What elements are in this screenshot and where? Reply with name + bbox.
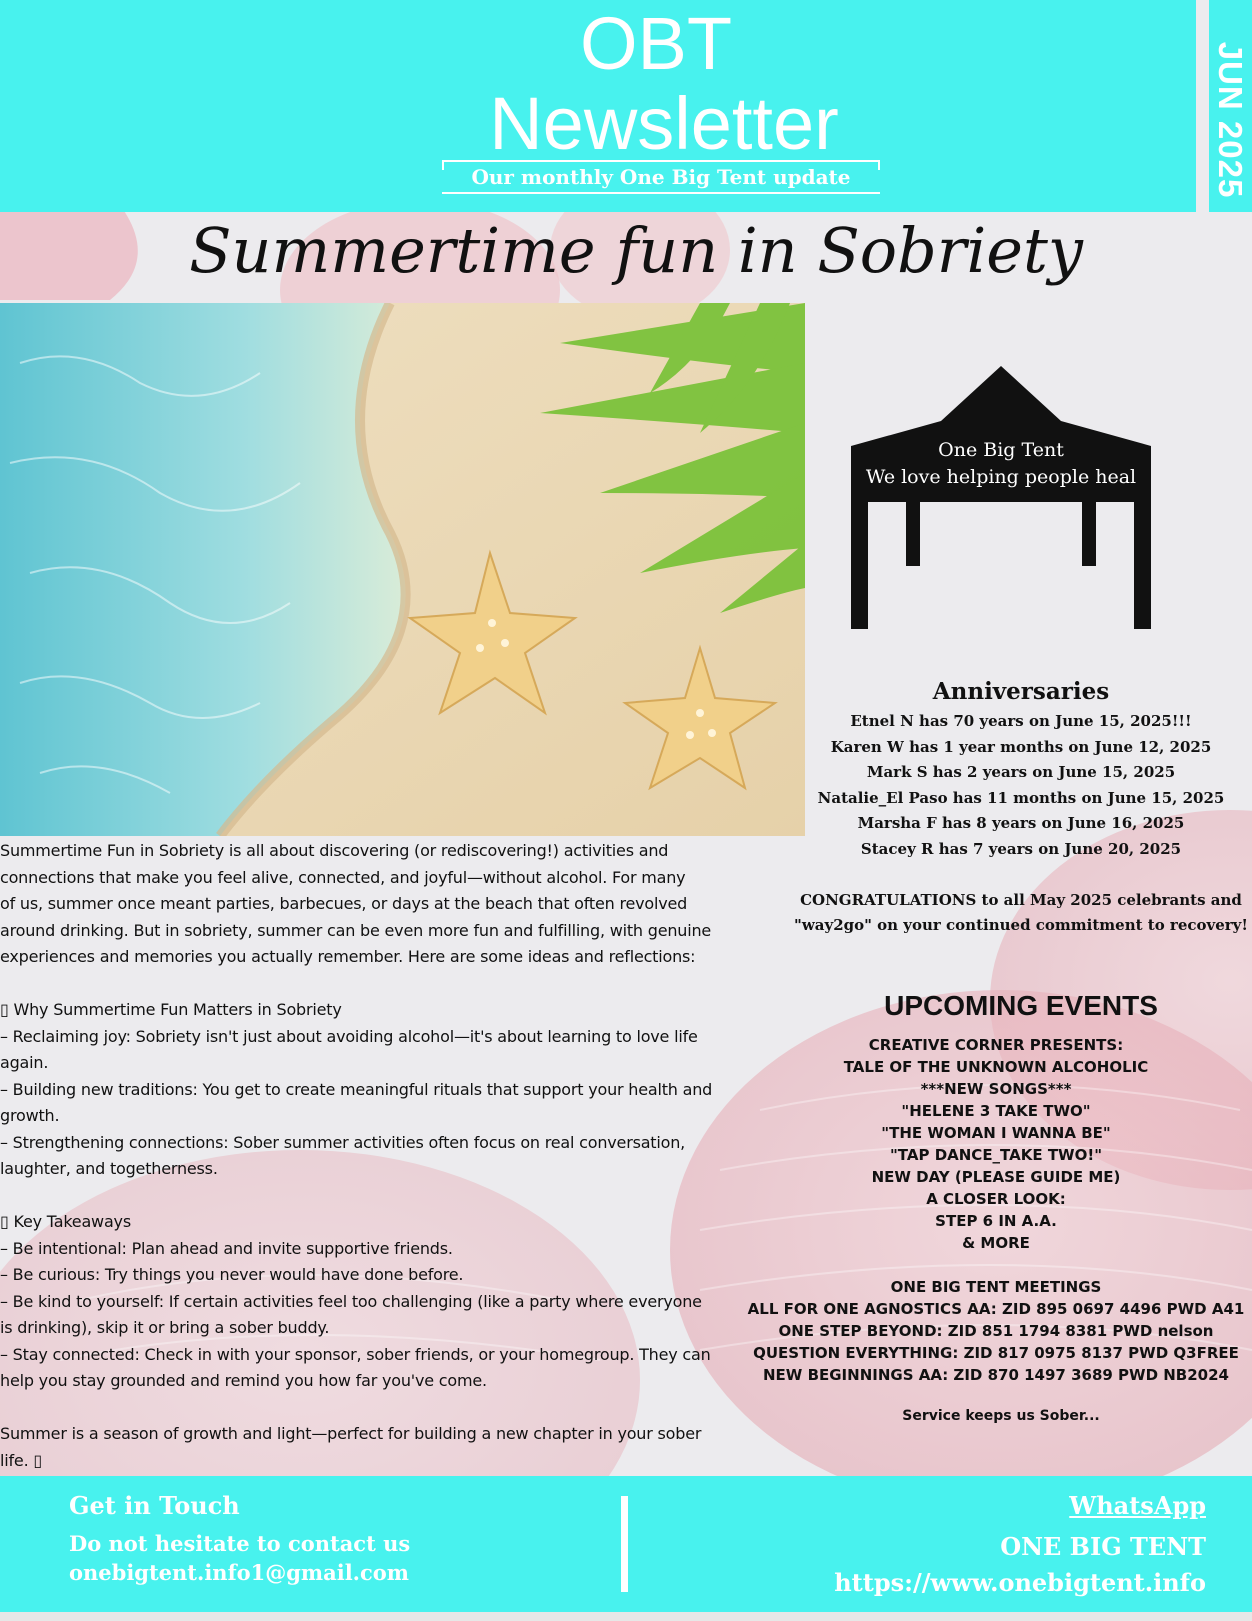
contact-title: Get in Touch: [69, 1491, 240, 1520]
upcoming-events-list: [740, 1034, 1252, 1386]
article-intro: [0, 838, 748, 971]
anniversaries-list: [790, 709, 1252, 862]
whatsapp-link[interactable]: WhatsApp: [1069, 1491, 1206, 1520]
header-banner: [0, 0, 1196, 212]
newsletter-title-line1: OBT: [579, 2, 733, 85]
footer-links: [834, 1491, 1206, 1601]
anniversary-item: Stacey R has 7 years on June 20, 2025: [860, 839, 1182, 858]
anniversary-item: Mark S has 2 years on June 15, 2025: [866, 763, 1176, 781]
article-line: help you stay grounded and remind you how far you've come.: [0, 1371, 487, 1390]
article-line: again.: [0, 1053, 49, 1072]
article-line: growth.: [0, 1106, 60, 1125]
article-line: Summertime Fun in Sobriety is all about discovering (or rediscovering!) activities and: [0, 841, 669, 860]
event-line: "HELENE 3 TAKE TWO": [901, 1102, 1091, 1120]
anniversary-item: Etnel N has 70 years on June 15, 2025!!!: [850, 712, 1192, 730]
newsletter-title-line2: Newsletter: [489, 82, 839, 165]
article-line: – Strengthening connections: Sober summer activities often focus on real conversation,: [0, 1132, 686, 1152]
anniversary-item: Natalie_El Paso has 11 months on June 15, 2025: [817, 788, 1225, 807]
tent-caption: [846, 437, 1156, 491]
tent-graphic: [846, 366, 1156, 631]
tent-caption-line1: One Big Tent: [938, 439, 1064, 461]
event-line: "THE WOMAN I WANNA BE": [881, 1124, 1111, 1142]
article-line: of us, summer once meant parties, barbecues, or days at the beach that often revolved: [0, 894, 688, 913]
event-line: CREATIVE CORNER PRESENTS:: [868, 1036, 1124, 1054]
tent-caption-line2: We love helping people heal: [865, 466, 1137, 488]
article-line: around drinking. But in sobriety, summer can be even more fun and fulfilling, with genuine: [0, 920, 712, 940]
article-line: – Stay connected: Check in with your sponsor, sober friends, or your homegroup. They can: [0, 1344, 711, 1364]
congrats-line2: "way2go" on your continued commitment to recovery!: [794, 916, 1248, 934]
article-line: laughter, and togetherness.: [0, 1159, 218, 1178]
issue-date: JUN 2025: [1212, 41, 1249, 199]
meetings-title: ONE BIG TENT MEETINGS: [890, 1278, 1102, 1296]
newsletter-tagline: Our monthly One Big Tent update: [442, 160, 880, 194]
section-heading: ▯ Key Takeaways: [0, 1212, 131, 1231]
anniversary-item: Karen W has 1 year months on June 12, 2025: [830, 737, 1212, 756]
article-line: – Building new traditions: You get to create meaningful rituals that support your health and: [0, 1079, 713, 1099]
article-line: – Reclaiming joy: Sobriety isn't just about avoiding alcohol—it's about learning to love life: [0, 1026, 698, 1046]
article-line: life. ▯: [0, 1450, 42, 1470]
anniversaries-section: [790, 678, 1252, 938]
congratulations-note: [790, 888, 1252, 938]
footer-divider: [621, 1496, 628, 1592]
anniversaries-title: Anniversaries: [932, 678, 1110, 705]
date-strip: [1209, 0, 1252, 212]
website-link[interactable]: https://www.onebigtent.info: [834, 1568, 1206, 1597]
event-line: A CLOSER LOOK:: [926, 1190, 1066, 1208]
article-line: connections that make you feel alive, connected, and joyful—without alcohol. For many: [0, 867, 686, 887]
meeting-line: ONE STEP BEYOND: ZID 851 1794 8381 PWD nelson: [778, 1322, 1214, 1340]
congrats-line1: CONGRATULATIONS to all May 2025 celebrants and: [800, 891, 1242, 909]
article-line: – Be curious: Try things you never would have done before.: [0, 1265, 464, 1284]
contact-line: Do not hesitate to contact us: [69, 1531, 411, 1556]
anniversary-item: Marsha F has 8 years on June 16, 2025: [857, 814, 1185, 832]
article-line: is drinking), skip it or bring a sober buddy.: [0, 1318, 330, 1337]
article-line: experiences and memories you actually remember. Here are some ideas and reflections:: [0, 947, 696, 966]
beach-starfish-photo: [0, 303, 805, 836]
article-line: – Be kind to yourself: If certain activities feel too challenging (like a party where everyone: [0, 1291, 702, 1311]
article-body: [0, 838, 748, 1501]
section-heading: ▯ Why Summertime Fun Matters in Sobriety: [0, 1000, 342, 1019]
event-line: ***NEW SONGS***: [920, 1080, 1072, 1098]
article-section-takeaways: [0, 1209, 748, 1395]
footer-contact: [69, 1491, 410, 1587]
article-section-why: [0, 997, 748, 1183]
headline: Summertime fun in Sobriety: [189, 214, 1083, 287]
article-line: Summer is a season of growth and light—perfect for building a new chapter in your sober: [0, 1424, 702, 1443]
meeting-line: NEW BEGINNINGS AA: ZID 870 1497 3689 PWD NB2024: [763, 1366, 1229, 1384]
upcoming-events-title: UPCOMING EVENTS: [884, 990, 1158, 1021]
meeting-line: ALL FOR ONE AGNOSTICS AA: ZID 895 0697 4496 PWD A41: [747, 1300, 1245, 1318]
contact-email-link[interactable]: onebigtent.info1@gmail.com: [69, 1560, 410, 1585]
org-name: ONE BIG TENT: [1000, 1532, 1206, 1561]
event-line: "TAP DANCE_TAKE TWO!": [889, 1146, 1103, 1164]
event-line: TALE OF THE UNKNOWN ALCOHOLIC: [843, 1058, 1149, 1076]
meeting-line: QUESTION EVERYTHING: ZID 817 0975 8137 PWD Q3FREE: [753, 1344, 1239, 1362]
article-closing: [0, 1421, 748, 1474]
event-line: STEP 6 IN A.A.: [935, 1212, 1057, 1230]
article-line: – Be intentional: Plan ahead and invite supportive friends.: [0, 1238, 453, 1258]
event-line: & MORE: [962, 1234, 1030, 1252]
footer-edge: [0, 1612, 1252, 1621]
service-motto: Service keeps us Sober...: [902, 1408, 1100, 1424]
event-line: NEW DAY (PLEASE GUIDE ME): [871, 1168, 1121, 1186]
